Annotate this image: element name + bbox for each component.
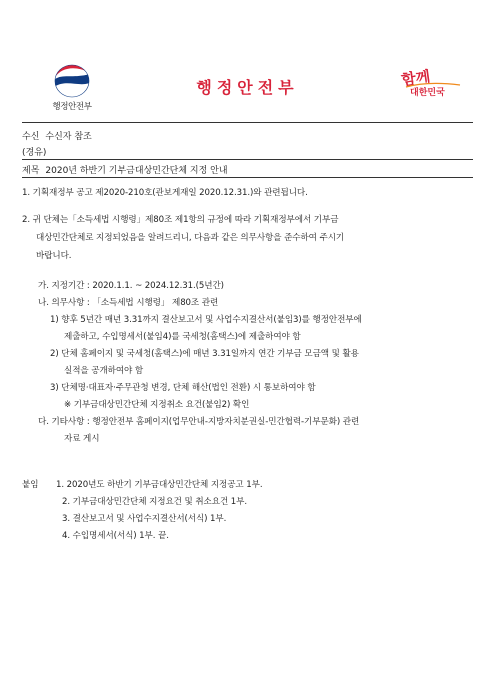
sub-item-2-line-2: 실적을 공개하여야 함 [64,366,144,376]
ministry-title: 행정안전부 [196,78,299,97]
sub-item-1-line-2: 제출하고, 수입명세서(붙임4)를 국세청(홈택스)에 제출하여야 함 [64,332,301,342]
subject-divider-top [22,159,473,160]
item-na: 나. 의무사항 : 「소득세법 시행령」 제80조 관련 [38,298,219,308]
svg-text:함께: 함께 [400,67,432,90]
paragraph-1: 1. 기획재정부 공고 제2020-210호(관보게재일 2020.12.31.)와 관련됩니다. [22,188,308,198]
sub-item-3: 3) 단체명·대표자·주무관청 변경, 단체 해산(법인 전환) 시 통보하여야 함 [50,383,316,393]
subject-key: 제목 [22,166,40,176]
item-ga: 가. 지정기간 : 2020.1.1. ~ 2024.12.31.(5년간) [38,281,224,291]
item-da-line-2: 자료 게시 [64,434,100,444]
sub-item-2-line-1: 2) 단체 홈페이지 및 국세청(홈택스)에 매년 3.31일까지 연간 기부금 모금액 및 활용 [50,349,359,359]
paragraph-2-line-2: 대상민간단체로 지정되었음을 알려드리니, 다음과 같은 의무사항을 준수하여 주시기 [36,233,345,243]
subject-divider-bottom [22,177,473,178]
attachment-item: 3. 결산보고서 및 사업수지결산서(서식) 1부. [62,514,227,524]
recipient-value: 수신자 참조 [45,132,92,142]
emblem-label: 행정안전부 [52,102,92,112]
header-divider [22,122,473,123]
item-da-line-1: 다. 기타사항 : 행정안전부 홈페이지(업무안내-지방자치분권실-민간협력-기부문화) 관련 [38,417,360,427]
slogan-logo [398,63,468,99]
subject-line [22,163,228,176]
paragraph-2-line-3: 바랍니다. [36,251,72,261]
svg-text:대한민국: 대한민국 [410,88,445,98]
recipient-key: 수신 [22,132,40,142]
attachment-item: 4. 수입명세서(서식) 1부. 끝. [62,531,169,541]
paragraph-2-line-1: 2. 귀 단체는「소득세법 시행령」제80조 제1항의 규정에 따라 기획재정부에서 기부금 [22,215,339,225]
attachment-item: 1. 2020년도 하반기 기부금대상민간단체 지정공고 1부. [56,480,263,490]
via-line: (경유) [22,148,47,158]
subject-value: 2020년 하반기 기부금대상민간단체 지정 안내 [45,166,228,176]
attachments-label: 붙임 [22,480,39,490]
recipient-line [22,129,92,142]
note: ※ 기부금대상민간단체 지정취소 요건(붙임2) 확인 [64,400,250,410]
sub-item-1-line-1: 1) 향후 5년간 매년 3.31까지 결산보고서 및 사업수지결산서(붙임3)를 행정안전부에 [50,315,362,325]
attachment-item: 2. 기부금대상민간단체 지정요건 및 취소요건 1부. [62,497,247,507]
